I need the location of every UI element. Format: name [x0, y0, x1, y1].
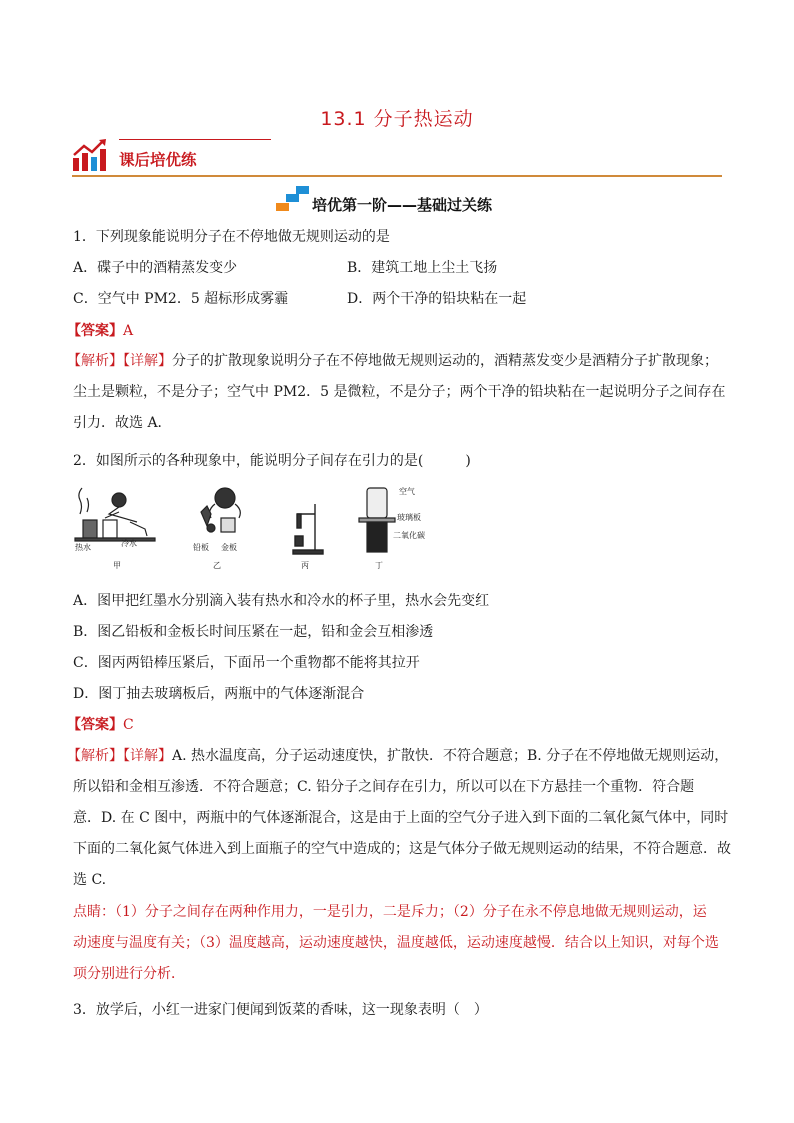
label-hot-water: 热水: [75, 543, 91, 552]
q2-answer-value: C: [123, 717, 134, 733]
label-no2: 二氧化碳: [393, 531, 425, 540]
q3-stem: 3．放学后，小红一进家门便闻到饭菜的香味，这一现象表明（ ）: [73, 1002, 488, 1018]
figure-bing: [293, 504, 323, 554]
q2-analysis-line-3: 意．D. 在 C 图中，两瓶中的气体逐渐混合，这是由于上面的空气分子进入到下面的二氧化氮气体中，同时: [73, 810, 729, 826]
label-bing: 丙: [301, 561, 309, 570]
stairs-icon: [276, 186, 310, 212]
q2-answer: [67, 716, 134, 734]
q2-tip-line-1: 点睛：（1）分子之间存在两种作用力，一是引力，二是斥力；（2）分子在永不停息地做无规则运动，运: [73, 904, 707, 920]
q1-analysis-line-1: [67, 352, 718, 370]
label-jia: 甲: [113, 561, 121, 570]
q1-analysis-text-1: 分子的扩散现象说明分子在不停地做无规则运动的，酒精蒸发变少是酒精分子扩散现象；: [172, 353, 718, 369]
q2-tip-line-3: 项分别进行分析．: [73, 966, 185, 982]
q2-option-d: D．图丁抽去玻璃板后，两瓶中的气体逐渐混合: [73, 686, 365, 702]
subsection-label: 培优第一阶——基础过关练: [312, 196, 493, 214]
page-title: 13.1 分子热运动: [320, 108, 474, 130]
q2-analysis-line-5: 选 C.: [73, 872, 107, 888]
q1-analysis-line-3: 引力．故选 A．: [73, 415, 172, 431]
label-yi: 乙: [213, 561, 221, 570]
q2-analysis-line-1: [67, 747, 728, 765]
figure-yi: [201, 488, 240, 532]
q1-option-c: C．空气中 PM2．5 超标形成雾霾: [73, 291, 289, 307]
q2-stem: 2．如图所示的各种现象中，能说明分子间存在引力的是( ): [73, 453, 471, 469]
subsection-header: [0, 186, 794, 216]
q2-analysis-line-4: 下面的二氧化氮气体进入到上面瓶子的空气中造成的；这是气体分子做无规则运动的结果，不符合题意．故: [73, 841, 731, 857]
q1-stem: 1．下列现象能说明分子在不停地做无规则运动的是: [73, 229, 390, 245]
q1-answer: [67, 322, 133, 340]
q1-option-b: B．建筑工地上尘土飞扬: [347, 260, 498, 276]
label-air: 空气: [399, 487, 415, 496]
q1-analysis-line-2: 尘土是颗粒，不是分子；空气中 PM2．5 是微粒，不是分子；两个干净的铅块粘在一起说明分子之间存在: [73, 384, 726, 400]
figure-ding: [359, 488, 395, 552]
q1-analysis-label: 【解析】【详解】: [67, 353, 172, 369]
q2-figure-strip: [75, 484, 425, 574]
q2-option-b: B．图乙铅板和金板长时间压紧在一起，铅和金会互相渗透: [73, 624, 434, 640]
q2-analysis-line-2: 所以铅和金相互渗透．不符合题意；C. 铅分子之间存在引力，所以可以在下方悬挂一个重物．符合题: [73, 779, 695, 795]
label-lead: 铅板: [193, 543, 209, 552]
q2-analysis-text-1: A. 热水温度高，分子运动速度快，扩散快．不符合题意；B. 分子在不停地做无规则运动，: [172, 748, 729, 764]
q2-tip-line-2: 动速度与温度有关；（3）温度越高，运动速度越快，温度越低，运动速度越慢．结合以上知识，对每个选: [73, 935, 719, 951]
header-top-rule: [119, 139, 271, 140]
q1-option-a: A．碟子中的酒精蒸发变少: [73, 260, 238, 276]
section-header: [72, 138, 722, 178]
q1-answer-label: 【答案】: [67, 323, 123, 339]
q2-analysis-label: 【解析】【详解】: [67, 748, 172, 764]
q2-option-c: C．图丙两铅棒压紧后，下面吊一个重物都不能将其拉开: [73, 655, 420, 671]
q1-answer-value: A: [123, 323, 134, 339]
q1-option-d: D．两个干净的铅块粘在一起: [347, 291, 527, 307]
label-gold: 金板: [221, 543, 237, 552]
figure-jia: [75, 488, 155, 541]
label-ding: 丁: [375, 561, 383, 570]
q2-figures: [75, 484, 425, 574]
label-cold-water: 冷水: [121, 539, 137, 548]
header-bottom-rule: [72, 175, 722, 177]
section-label: 课后培优练: [119, 151, 197, 169]
q2-answer-label: 【答案】: [67, 717, 123, 733]
q2-option-a: A．图甲把红墨水分别滴入装有热水和冷水的杯子里，热水会先变红: [73, 593, 490, 609]
chart-growth-icon: [72, 138, 108, 172]
label-glass: 玻璃板: [397, 513, 421, 522]
